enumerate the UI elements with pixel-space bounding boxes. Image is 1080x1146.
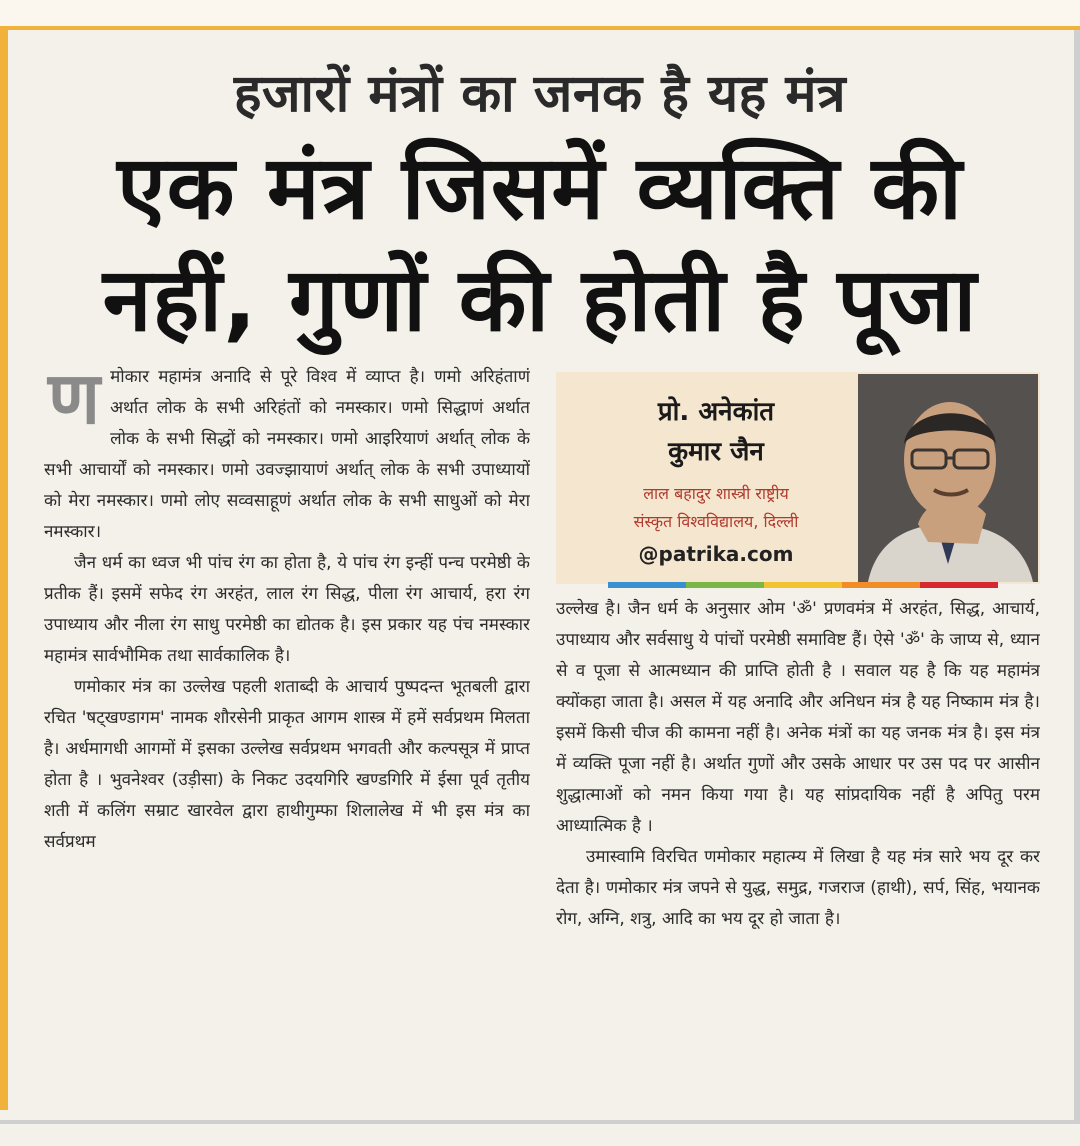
color-segment (764, 582, 842, 588)
affiliation-line-1: लाल बहादुर शास्त्री राष्ट्रीय (643, 484, 789, 503)
paragraph: जैन धर्म का ध्वज भी पांच रंग का होता है, ये पांच रंग इन्हीं पन्च परमेष्ठी के प्रतीक हैं। इसमें सफेद रंग अरहंत, लाल रंग सिद्ध, पीला रंग आचार्य, हरा रंग उपाध्याय और नीला रंग साधु परमेष्ठी का द्योतक है। इस प्रकार यह पंच नमस्कार महामंत्र सार्वभौमिक तथा सार्वकालिक है। (44, 553, 530, 666)
kicker-headline: हजारों मंत्रों का जनक है यह मंत्र (233, 64, 847, 124)
affiliation-line-2: संस्कृत विश्वविद्यालय, दिल्ली (633, 512, 799, 531)
color-segment (920, 582, 998, 588)
author-photo (858, 374, 1038, 582)
author-name (576, 392, 856, 472)
main-headline (40, 132, 1040, 356)
article-column-2 (556, 594, 1040, 1104)
article-column-1 (44, 362, 530, 1102)
color-divider-bar (608, 582, 998, 588)
color-segment (608, 582, 686, 588)
left-accent-rule (0, 30, 8, 1110)
paragraph: णमोकार मंत्र का उल्लेख पहली शताब्दी के आचार्य पुष्पदन्त भूतबली द्वारा रचित 'षट्खण्डागम' नामक शौरसेनी प्राकृत आगम शास्त्र में हमें सर्वप्रथम मिलता है। अर्धमागधी आगमों में इसका उल्लेख सर्वप्रथम भगवती और कल्पसूत्र में प्राप्त होता है । भुवनेश्वर (उड़ीसा) के निकट उदयगिरि खण्डगिरि में ईसा पूर्व तृतीय शती में कलिंग सम्राट खारवेल द्वारा हाथीगुम्फा शिलालेख में भी इस मंत्र का सर्वप्रथम (44, 677, 530, 852)
headline-line-2: नहीं, गुणों की होती है पूजा (102, 248, 978, 351)
bottom-edge-rule (0, 1120, 1080, 1124)
right-edge-rule (1074, 30, 1080, 1120)
portrait-illustration (858, 374, 1038, 582)
author-name-line-2: कुमार जैन (668, 437, 764, 467)
author-affiliation (576, 480, 856, 536)
website-label: @patrika.com (638, 542, 794, 566)
drop-cap: ण (48, 362, 101, 440)
author-name-line-1: प्रो. अनेकांत (657, 397, 775, 427)
headline-line-1: एक मंत्र जिसमें व्यक्ति की (117, 136, 963, 239)
color-segment (686, 582, 764, 588)
top-border-strip (0, 0, 1080, 30)
paragraph: मोकार महामंत्र अनादि से पूरे विश्व में व्याप्त है। णमो अरिहंताणं अर्थात लोक के सभी अरिहंतों को नमस्कार। णमो सिद्धाणं अर्थात लोक के सभी सिद्धों को नमस्कार। णमो आइरियाणं अर्थात् लोक के सभी आचार्यों को नमस्कार। णमो उवज्झायाणं अर्थात् लोक के सभी उपाध्यायों को मेरा नमस्कार। णमो लोए सव्वसाहूणं अर्थात लोक के सभी साधुओं को मेरा नमस्कार। (44, 367, 530, 542)
paragraph: उल्लेख है। जैन धर्म के अनुसार ओम 'ॐ' प्रणवमंत्र में अरहंत, सिद्ध, आचार्य, उपाध्याय और सर्वसाधु ये पांचों परमेष्ठी समाविष्ट हैं। ऐसे 'ॐ' के जाप्य से, ध्यान से व पूजा से आत्मध्यान की प्राप्ति होती है । सवाल यह है कि यह महामंत्र क्योंकहा जाता है। असल में यह अनादि और अनिधन मंत्र है यह निष्काम मंत्र है। इसमें किसी चीज की कामना नहीं है। अनेक मंत्रों का यह जनक मंत्र है। इस मंत्र में व्यक्ति पूजा नहीं है। अर्थात गुणों और उसके आधार पर उस पद पर आसीन शुद्धात्माओं को नमन किया गया है। यह सांप्रदायिक नहीं है अपितु परम आध्यात्मिक है । (556, 599, 1040, 836)
paragraph: उमास्वामि विरचित णमोकार महात्म्य में लिखा है यह मंत्र सारे भय दूर कर देता है। णमोकार मंत्र जपने से युद्ध, समुद्र, गजराज (हाथी), सर्प, सिंह, भयानक रोग, अग्नि, शत्रु, आदि का भय दूर हो जाता है। (556, 847, 1040, 929)
color-segment (842, 582, 920, 588)
